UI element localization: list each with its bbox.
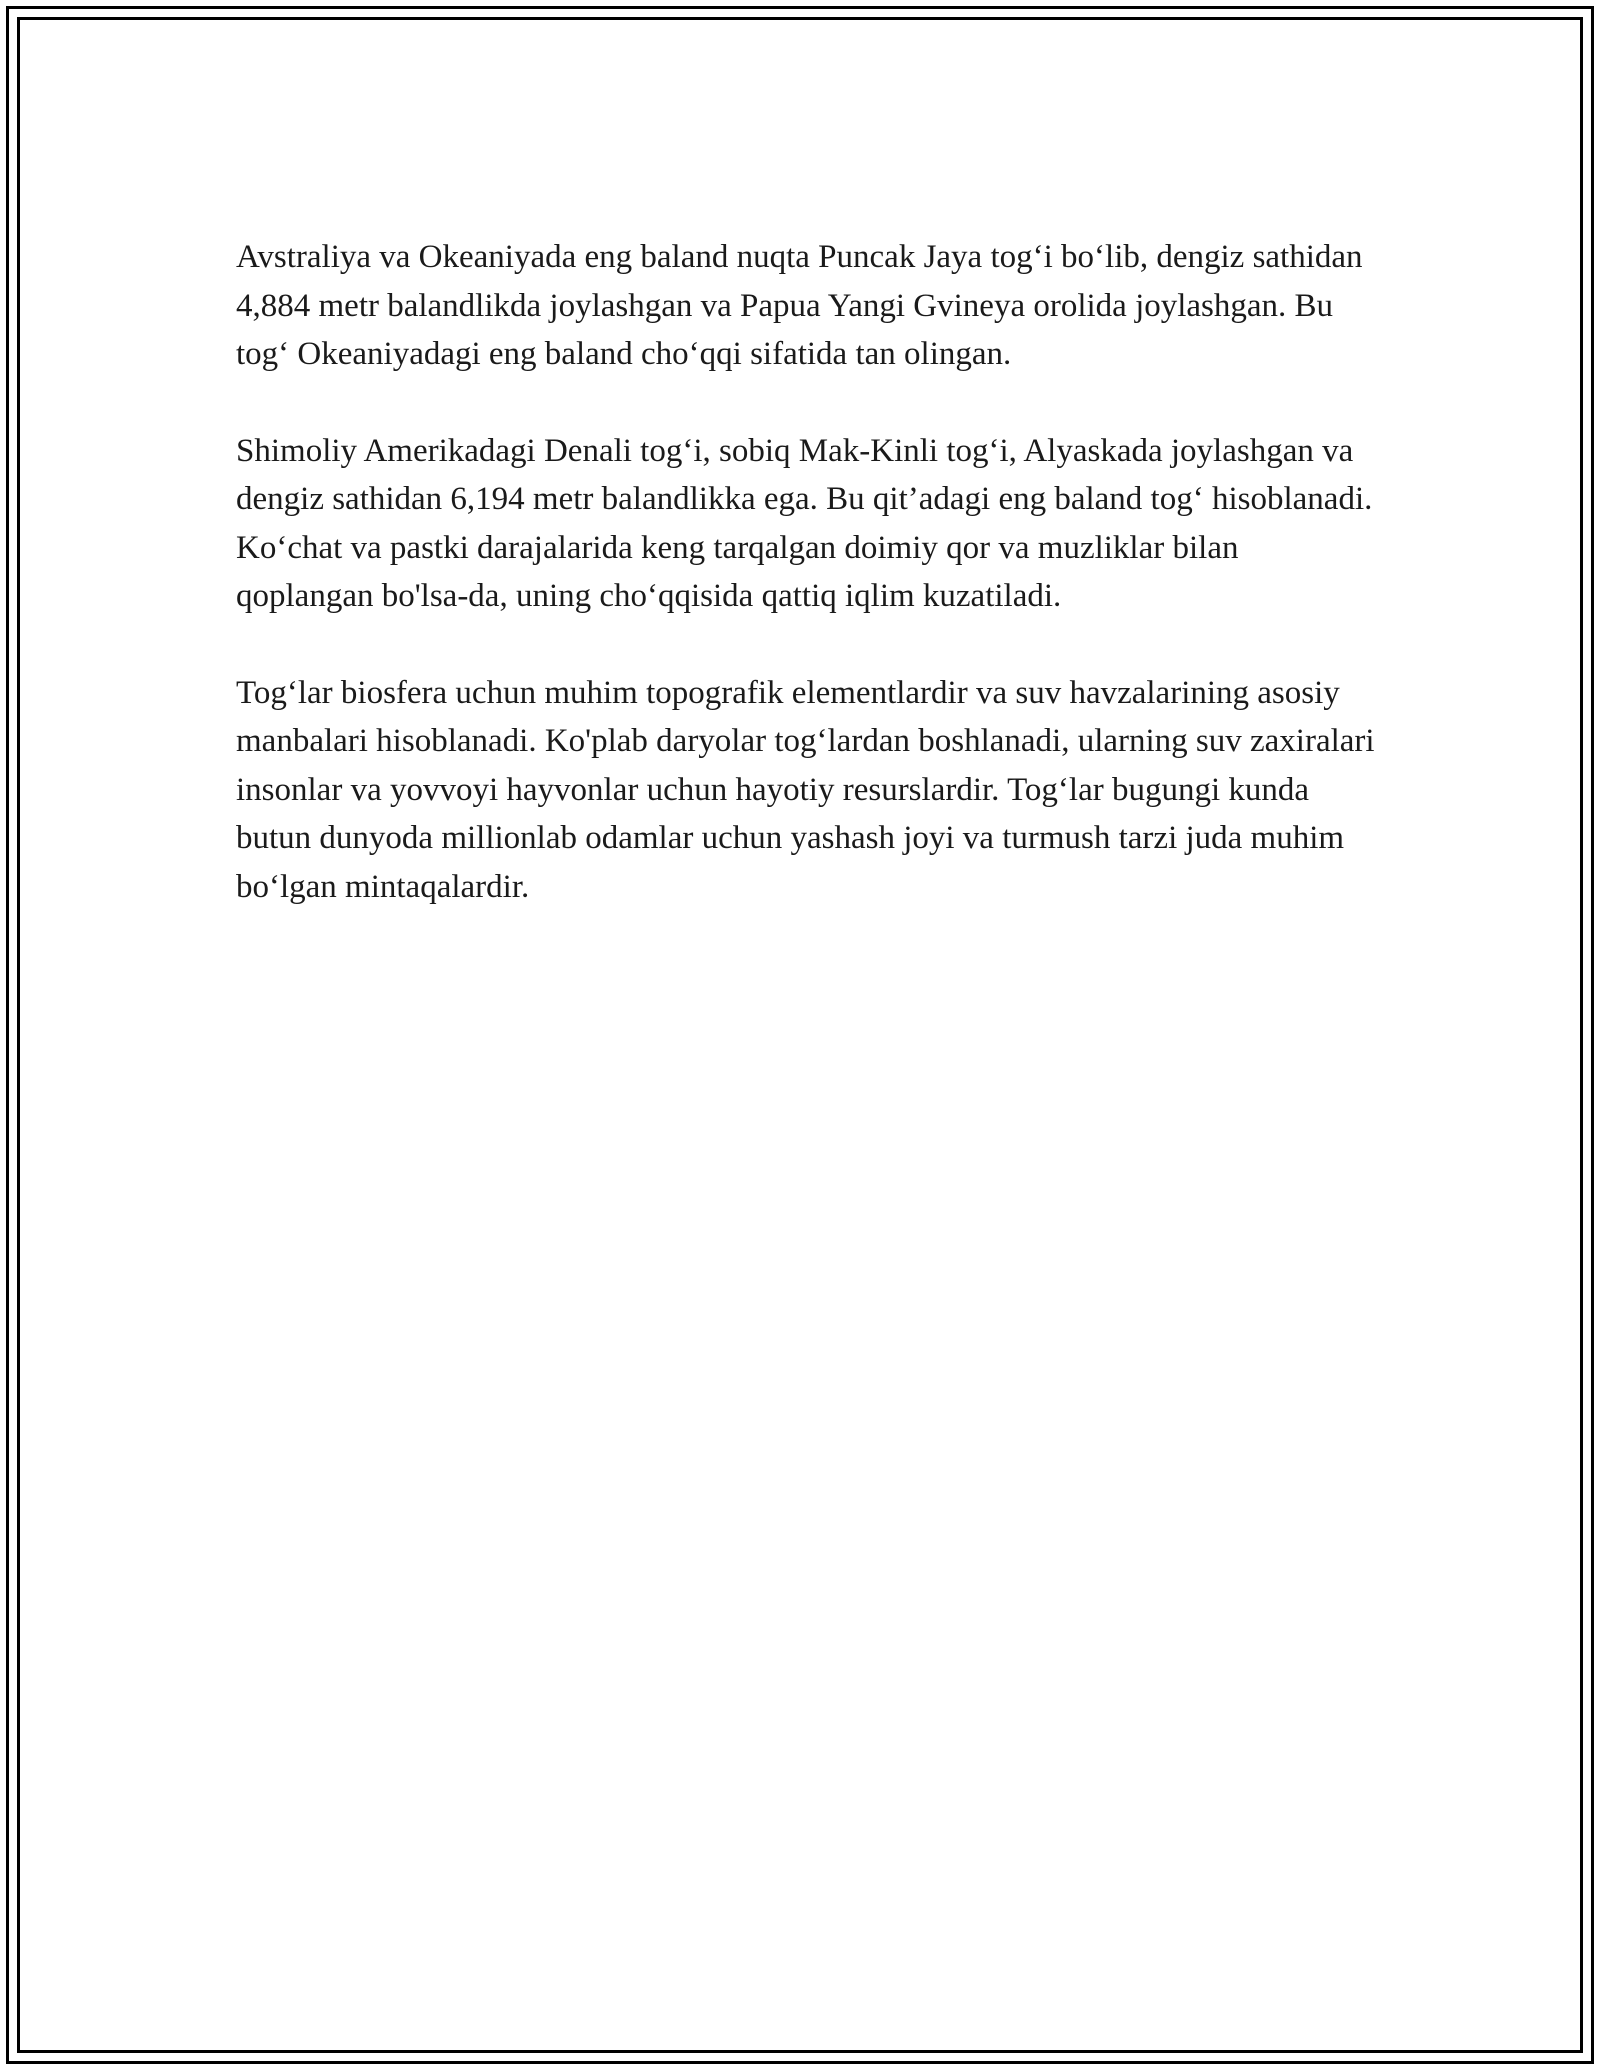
- paragraph-puncak-jaya: Avstraliya va Okeaniyada eng baland nuqta Puncak Jaya tog‘i bo‘lib, dengiz sathidan 4,884 metr balandlikda joylashgan va Papua Yangi Gvineya orolida joylashgan. Bu tog‘ Okeaniyadagi eng baland cho‘qqi sifatida tan olingan.: [236, 239, 1363, 372]
- paragraph-denali: Shimoliy Amerikadagi Denali tog‘i, sobiq Mak-Kinli tog‘i, Alyaskada joylashgan va dengiz sathidan 6,194 metr balandlikka ega. Bu qit’adagi eng baland tog‘ hisoblanadi. Ko‘chat va pastki darajalarida keng tarqalgan doimiy qor va muzliklar bilan qoplangan bo'lsa-da, uning cho‘qqisida qattiq iqlim kuzatiladi.: [236, 432, 1373, 614]
- document-body: [236, 233, 1376, 959]
- paragraph-mountains-importance: Tog‘lar biosfera uchun muhim topografik elementlardir va suv havzalarining asosiy manbalari hisoblanadi. Ko'plab daryolar tog‘lardan boshlanadi, ularning suv zaxiralari insonlar va yovvoyi hayvonlar uchun hayotiy resurslardir. Tog‘lar bugungi kunda butun dunyoda millionlab odamlar uchun yashash joyi va turmush tarzi juda muhim bo‘lgan mintaqalardir.: [236, 674, 1375, 905]
